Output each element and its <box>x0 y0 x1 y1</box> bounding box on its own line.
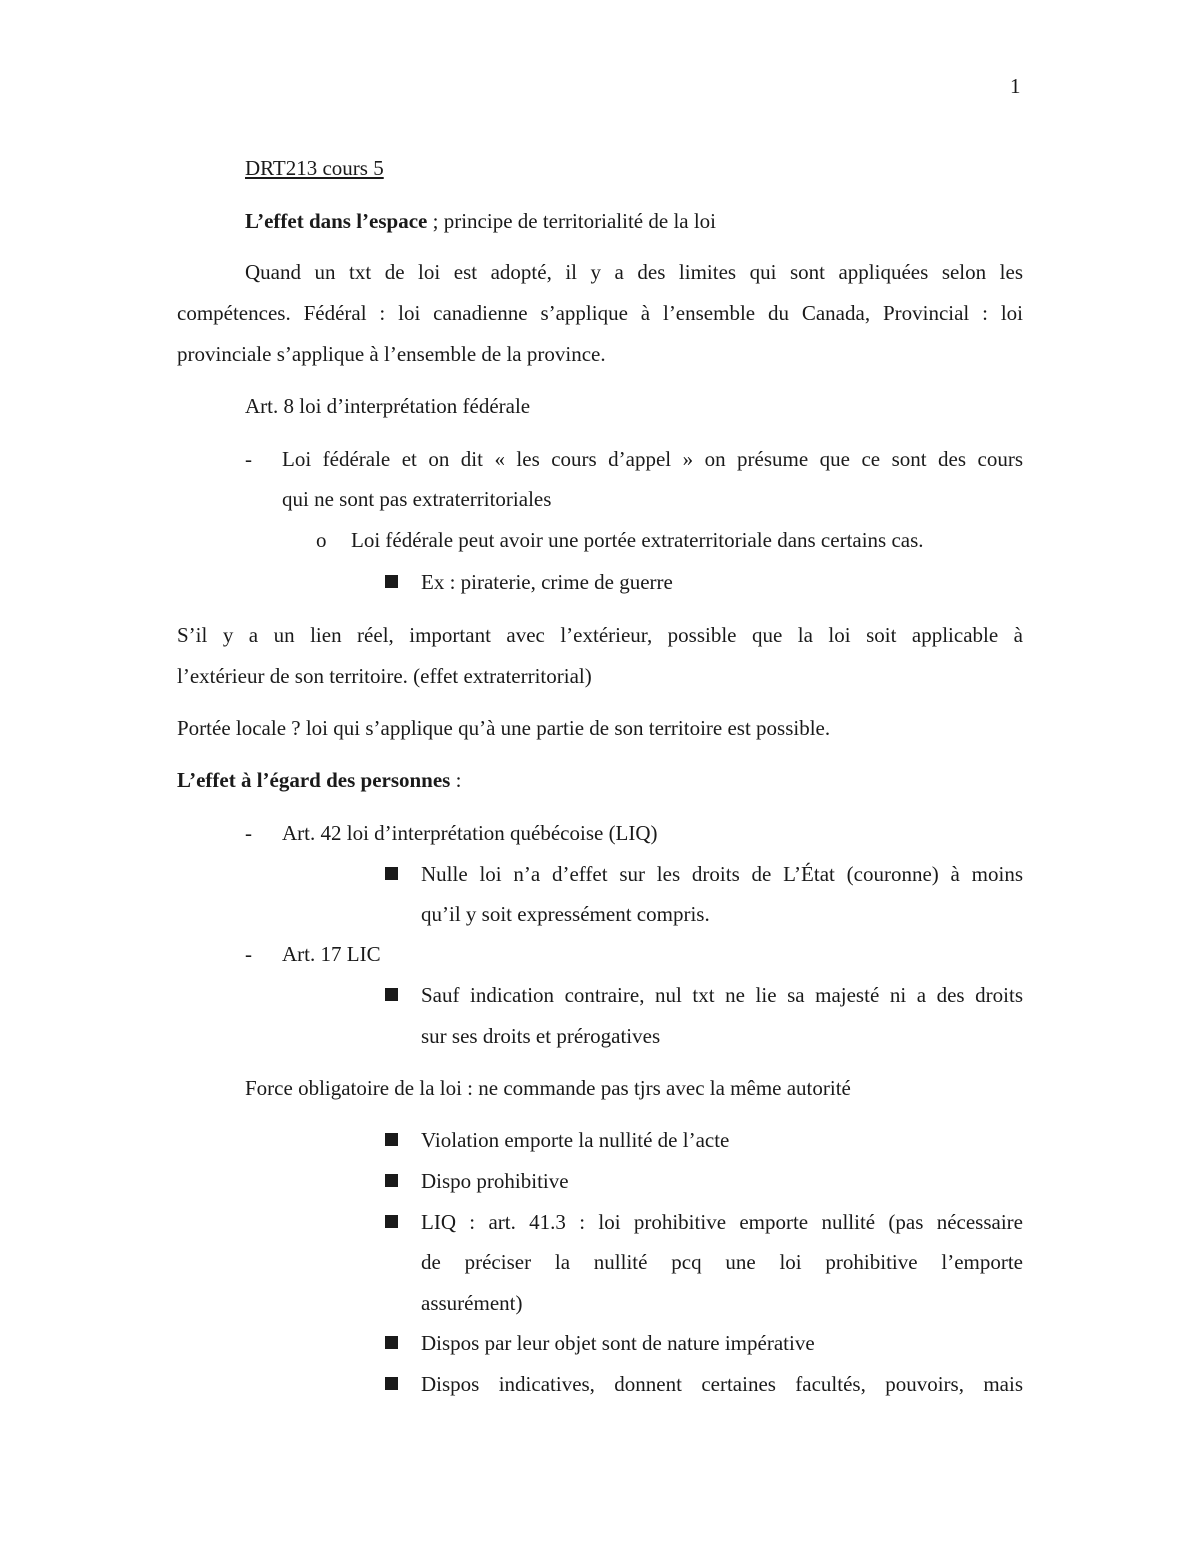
square-item-line: Dispo prohibitive <box>421 1169 569 1193</box>
list-item-line: Art. 42 loi d’interprétation québécoise (LIQ) <box>282 821 658 845</box>
document-title: DRT213 cours 5 <box>245 156 384 180</box>
circle-bullet: o <box>316 528 327 552</box>
square-item-line: assurément) <box>421 1291 523 1315</box>
square-bullet <box>385 1215 398 1228</box>
section-heading-persons <box>177 767 461 793</box>
section-heading-space <box>245 208 716 234</box>
square-bullet <box>385 867 398 880</box>
square-bullet <box>385 1336 398 1349</box>
square-item-line: Nulle loi n’a d’effet sur les droits de L’État (couronne) à moins <box>421 862 1023 886</box>
paragraph-line: Portée locale ? loi qui s’applique qu’à une partie de son territoire est possible. <box>177 716 831 740</box>
square-item-line: qu’il y soit expressément compris. <box>421 902 710 926</box>
list-item-line: Art. 17 LIC <box>282 942 381 966</box>
square-bullet <box>385 1377 398 1390</box>
square-item-line: LIQ : art. 41.3 : loi prohibitive emporte nullité (pas nécessaire <box>421 1210 1023 1234</box>
page-number: 1 <box>1010 74 1021 98</box>
square-bullet <box>385 988 398 1001</box>
dash-bullet: - <box>245 447 252 471</box>
heading-bold: L’effet dans l’espace <box>245 209 428 233</box>
paragraph-line: Quand un txt de loi est adopté, il y a des limites qui sont appliquées selon les <box>245 260 1023 284</box>
dash-bullet: - <box>245 821 252 845</box>
square-item-line: sur ses droits et prérogatives <box>421 1024 661 1048</box>
paragraph-line: l’extérieur de son territoire. (effet extraterritorial) <box>177 664 592 688</box>
force-line: Force obligatoire de la loi : ne commande pas tjrs avec la même autorité <box>245 1076 851 1100</box>
square-item-line: de préciser la nullité pcq une loi prohibitive l’emporte <box>421 1250 1023 1274</box>
heading-rest: ; principe de territorialité de la loi <box>427 209 717 233</box>
paragraph-line: S’il y a un lien réel, important avec l’extérieur, possible que la loi soit applicable à <box>177 623 1023 647</box>
square-item-line: Violation emporte la nullité de l’acte <box>421 1128 730 1152</box>
paragraph-line: provinciale s’applique à l’ensemble de la province. <box>177 342 606 366</box>
square-item-line: Ex : piraterie, crime de guerre <box>421 570 673 594</box>
heading-rest: : <box>450 768 462 792</box>
dash-bullet: - <box>245 942 252 966</box>
square-bullet <box>385 575 398 588</box>
square-bullet <box>385 1133 398 1146</box>
art8-line: Art. 8 loi d’interprétation fédérale <box>245 394 531 418</box>
dash-item-line: qui ne sont pas extraterritoriales <box>282 487 552 511</box>
dash-item-line: Loi fédérale et on dit « les cours d’appel » on présume que ce sont des cours <box>282 447 1023 471</box>
square-bullet <box>385 1174 398 1187</box>
square-item-line: Dispos par leur objet sont de nature impérative <box>421 1331 815 1355</box>
square-item-line: Dispos indicatives, donnent certaines facultés, pouvoirs, mais <box>421 1372 1023 1396</box>
circle-item-line: Loi fédérale peut avoir une portée extraterritoriale dans certains cas. <box>351 528 924 552</box>
heading-bold: L’effet à l’égard des personnes <box>177 768 451 792</box>
paragraph-line: compétences. Fédéral : loi canadienne s’applique à l’ensemble du Canada, Provincial : loi <box>177 301 1023 325</box>
square-item-line: Sauf indication contraire, nul txt ne lie sa majesté ni a des droits <box>421 983 1023 1007</box>
